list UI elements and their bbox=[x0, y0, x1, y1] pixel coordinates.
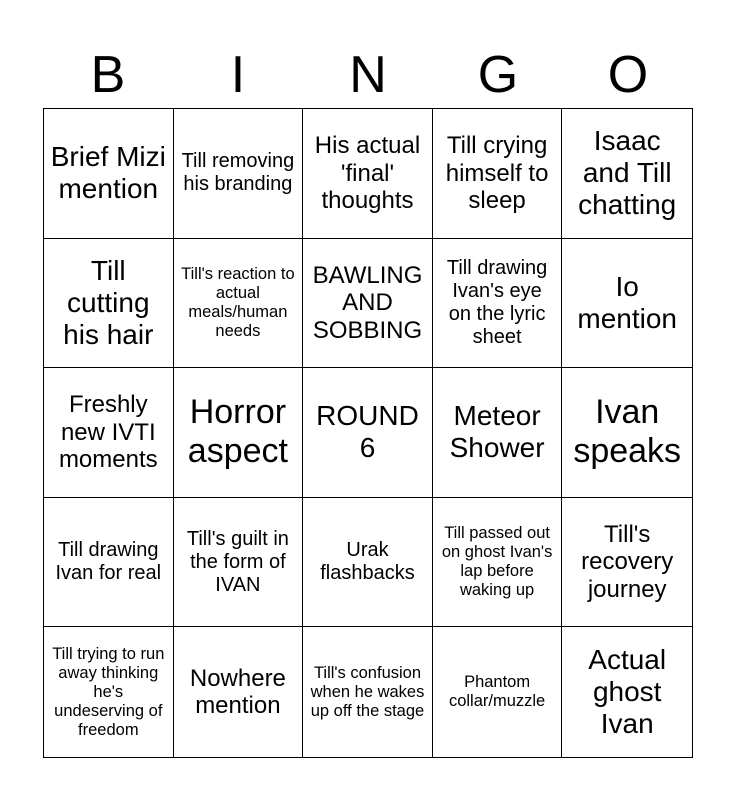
bingo-cell[interactable] bbox=[44, 498, 174, 628]
cell-text: BAWLING AND SOBBING bbox=[312, 261, 423, 344]
bingo-cell[interactable] bbox=[433, 239, 563, 369]
cell-text: Actual ghost Ivan bbox=[588, 643, 667, 740]
bingo-cell[interactable] bbox=[303, 498, 433, 628]
bingo-cell[interactable] bbox=[562, 109, 692, 239]
bingo-cell[interactable] bbox=[433, 498, 563, 628]
cell-text: Till's guilt in the form of IVAN bbox=[186, 527, 289, 596]
bingo-cell[interactable] bbox=[44, 109, 174, 239]
cell-text: Freshly new IVTI moments bbox=[58, 391, 158, 474]
bingo-cell[interactable] bbox=[174, 109, 304, 239]
bingo-cell[interactable] bbox=[562, 368, 692, 498]
cell-text: Till drawing Ivan's eye on the lyric sheet bbox=[446, 256, 548, 348]
header-letter-o: O bbox=[607, 46, 649, 104]
cell-text: Till passed out on ghost Ivan's lap before waking up bbox=[441, 524, 553, 600]
cell-text: Io mention bbox=[577, 270, 677, 334]
cell-text: Till's reaction to actual meals/human needs bbox=[181, 264, 295, 340]
cell-text: Isaac and Till chatting bbox=[578, 125, 677, 221]
cell-text: Till crying himself to sleep bbox=[445, 131, 549, 215]
bingo-cell[interactable] bbox=[562, 239, 692, 369]
bingo-cell[interactable] bbox=[433, 109, 563, 239]
header-letter-b: B bbox=[90, 46, 126, 104]
bingo-cell[interactable] bbox=[44, 239, 174, 369]
bingo-cell[interactable] bbox=[303, 368, 433, 498]
bingo-cell[interactable] bbox=[433, 627, 563, 757]
header-letter-g: G bbox=[477, 46, 519, 104]
cell-text: Ivan speaks bbox=[573, 393, 682, 471]
bingo-cell[interactable] bbox=[562, 627, 692, 757]
cell-text: Phantom collar/muzzle bbox=[448, 673, 546, 711]
bingo-cell[interactable] bbox=[44, 368, 174, 498]
bingo-cell[interactable] bbox=[44, 627, 174, 757]
cell-text: Brief Mizi mention bbox=[50, 141, 166, 205]
bingo-cell[interactable] bbox=[174, 239, 304, 369]
bingo-cell[interactable] bbox=[562, 498, 692, 628]
cell-text: ROUND 6 bbox=[316, 400, 419, 464]
cell-text: Nowhere mention bbox=[189, 664, 286, 720]
cell-text: Urak flashbacks bbox=[320, 539, 415, 585]
header-letter-i: I bbox=[230, 46, 246, 104]
header-letter-n: N bbox=[349, 46, 387, 104]
bingo-cell[interactable] bbox=[433, 368, 563, 498]
cell-text: His actual 'final' thoughts bbox=[314, 131, 421, 215]
bingo-cell[interactable] bbox=[303, 239, 433, 369]
bingo-cell[interactable] bbox=[303, 109, 433, 239]
bingo-cell[interactable] bbox=[174, 368, 304, 498]
bingo-board bbox=[43, 108, 693, 758]
cell-text: Till cutting his hair bbox=[63, 254, 154, 350]
bingo-cell[interactable] bbox=[303, 627, 433, 757]
cell-text: Meteor Shower bbox=[449, 400, 545, 464]
bingo-cell[interactable] bbox=[174, 627, 304, 757]
cell-text: Till's recovery journey bbox=[581, 520, 674, 603]
cell-text: Till removing his branding bbox=[181, 150, 295, 196]
cell-text: Till drawing Ivan for real bbox=[55, 539, 162, 585]
bingo-header bbox=[43, 42, 693, 108]
cell-text: Horror aspect bbox=[187, 393, 288, 471]
cell-text: Till trying to run away thinking he's undeserving of freedom bbox=[52, 644, 165, 739]
cell-text: Till's confusion when he wakes up off the stage bbox=[310, 663, 425, 720]
bingo-cell[interactable] bbox=[174, 498, 304, 628]
